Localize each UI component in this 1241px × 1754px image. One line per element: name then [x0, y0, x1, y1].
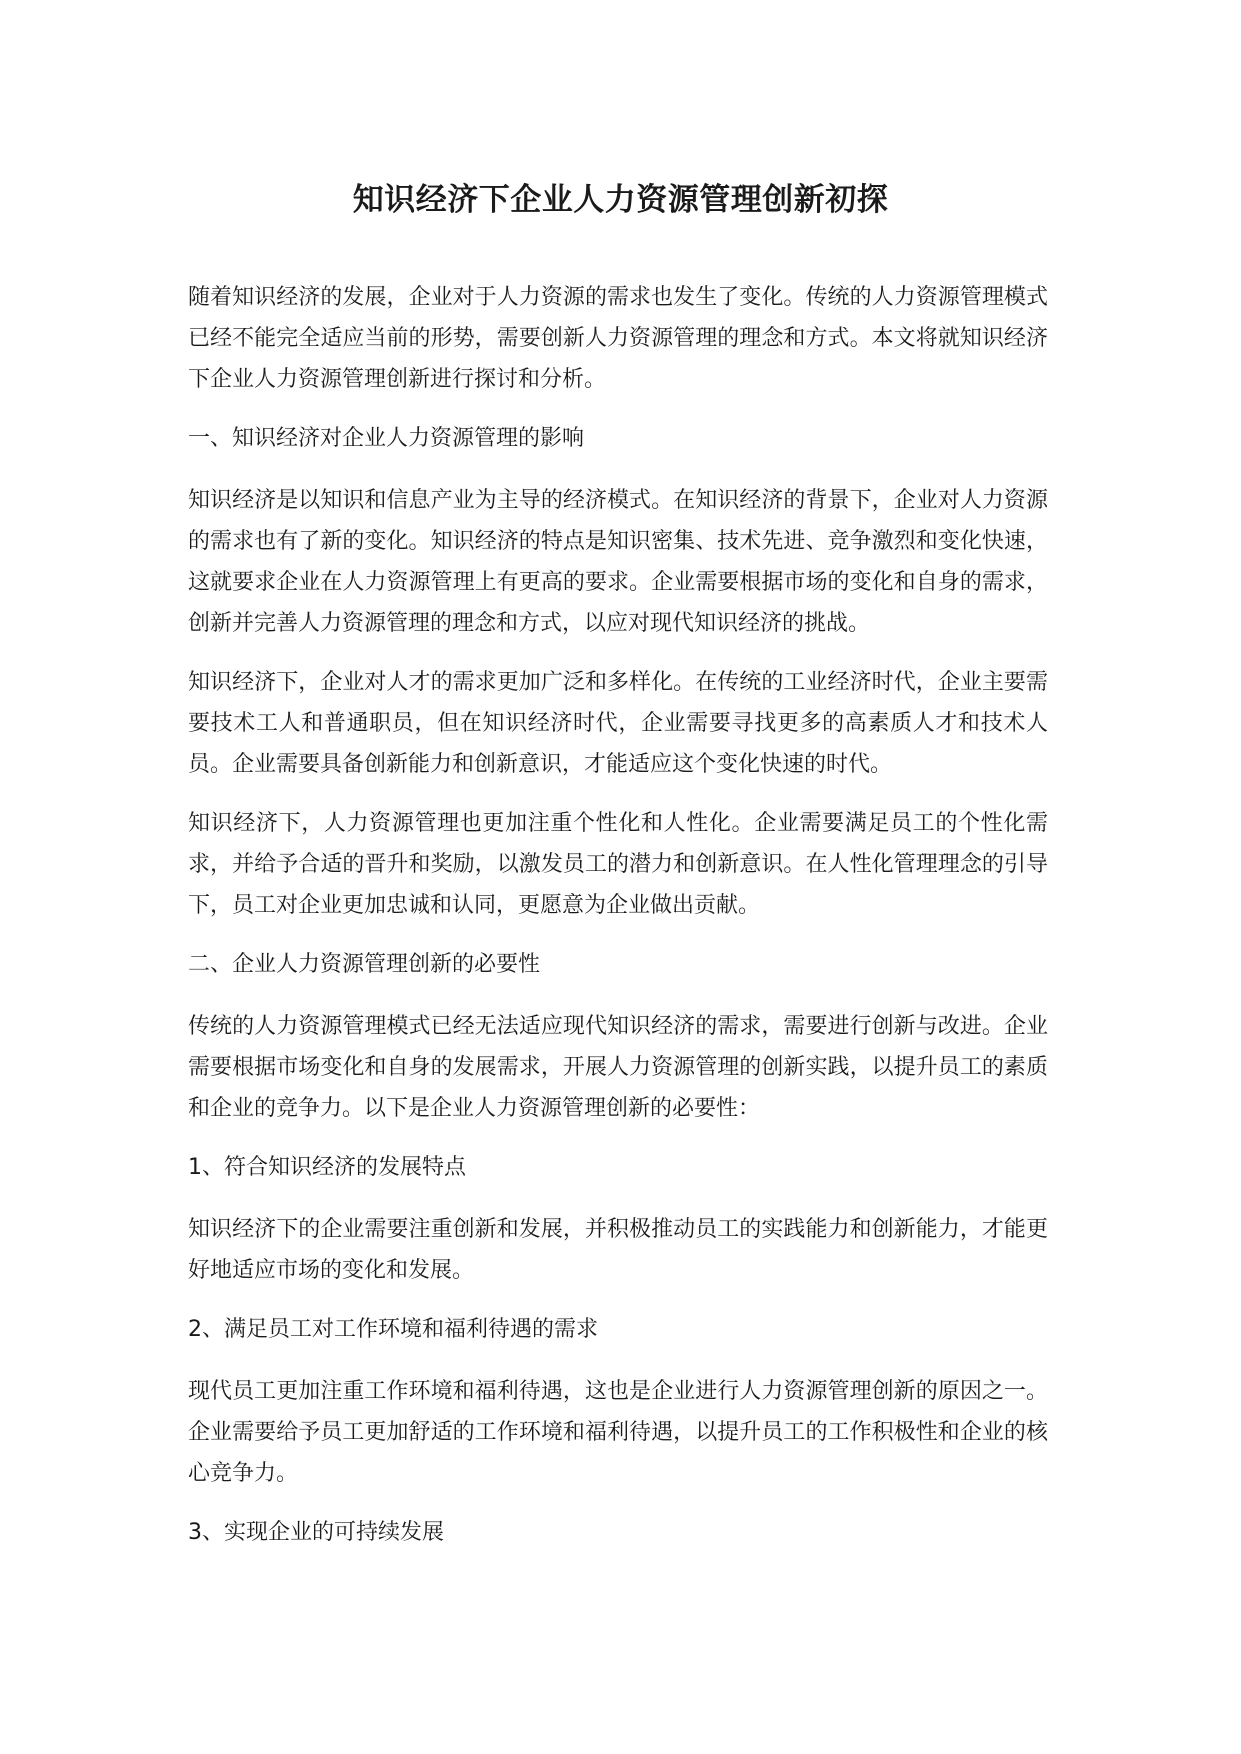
document-body	[188, 277, 1048, 1574]
intro-paragraph: 随着知识经济的发展，企业对于人力资源的需求也发生了变化。传统的人力资源管理模式已经不能完全适应当前的形势，需要创新人力资源管理的理念和方式。本文将就知识经济下企业人力资源管理创新进行探讨和分析。	[188, 285, 1048, 392]
document-title: 知识经济下企业人力资源管理创新初探	[352, 182, 889, 218]
paragraph: 知识经济是以知识和信息产业为主导的经济模式。在知识经济的背景下，企业对人力资源的需求也有了新的变化。知识经济的特点是知识密集、技术先进、竞争激烈和变化快速，这就要求企业在人力资源管理上有更高的要求。企业需要根据市场的变化和自身的需求，创新并完善人力资源管理的理念和方式，以应对现代知识经济的挑战。	[188, 488, 1048, 636]
paragraph: 传统的人力资源管理模式已经无法适应现代知识经济的需求，需要进行创新与改进。企业需要根据市场变化和自身的发展需求，开展人力资源管理的创新实践，以提升员工的素质和企业的竞争力。以下是企业人力资源管理创新的必要性：	[188, 1014, 1048, 1121]
subheading-1: 1、符合知识经济的发展特点	[188, 1155, 466, 1180]
section-heading-1: 一、知识经济对企业人力资源管理的影响	[188, 426, 585, 451]
paragraph: 知识经济下，人力资源管理也更加注重个性化和人性化。企业需要满足员工的个性化需求，并给予合适的晋升和奖励，以激发员工的潜力和创新意识。在人性化管理理念的引导下，员工对企业更加忠诚和认同，更愿意为企业做出贡献。	[188, 811, 1048, 918]
paragraph: 知识经济下的企业需要注重创新和发展，并积极推动员工的实践能力和创新能力，才能更好地适应市场的变化和发展。	[188, 1217, 1048, 1283]
paragraph: 知识经济下，企业对人才的需求更加广泛和多样化。在传统的工业经济时代，企业主要需要技术工人和普通职员，但在知识经济时代，企业需要寻找更多的高素质人才和技术人员。企业需要具备创新能力和创新意识，才能适应这个变化快速的时代。	[188, 670, 1048, 777]
paragraph: 现代员工更加注重工作环境和福利待遇，这也是企业进行人力资源管理创新的原因之一。企业需要给予员工更加舒适的工作环境和福利待遇，以提升员工的工作积极性和企业的核心竞争力。	[188, 1379, 1048, 1486]
section-heading-2: 二、企业人力资源管理创新的必要性	[188, 952, 541, 977]
subheading-2: 2、满足员工对工作环境和福利待遇的需求	[188, 1317, 598, 1342]
subheading-3: 3、实现企业的可持续发展	[188, 1520, 444, 1545]
